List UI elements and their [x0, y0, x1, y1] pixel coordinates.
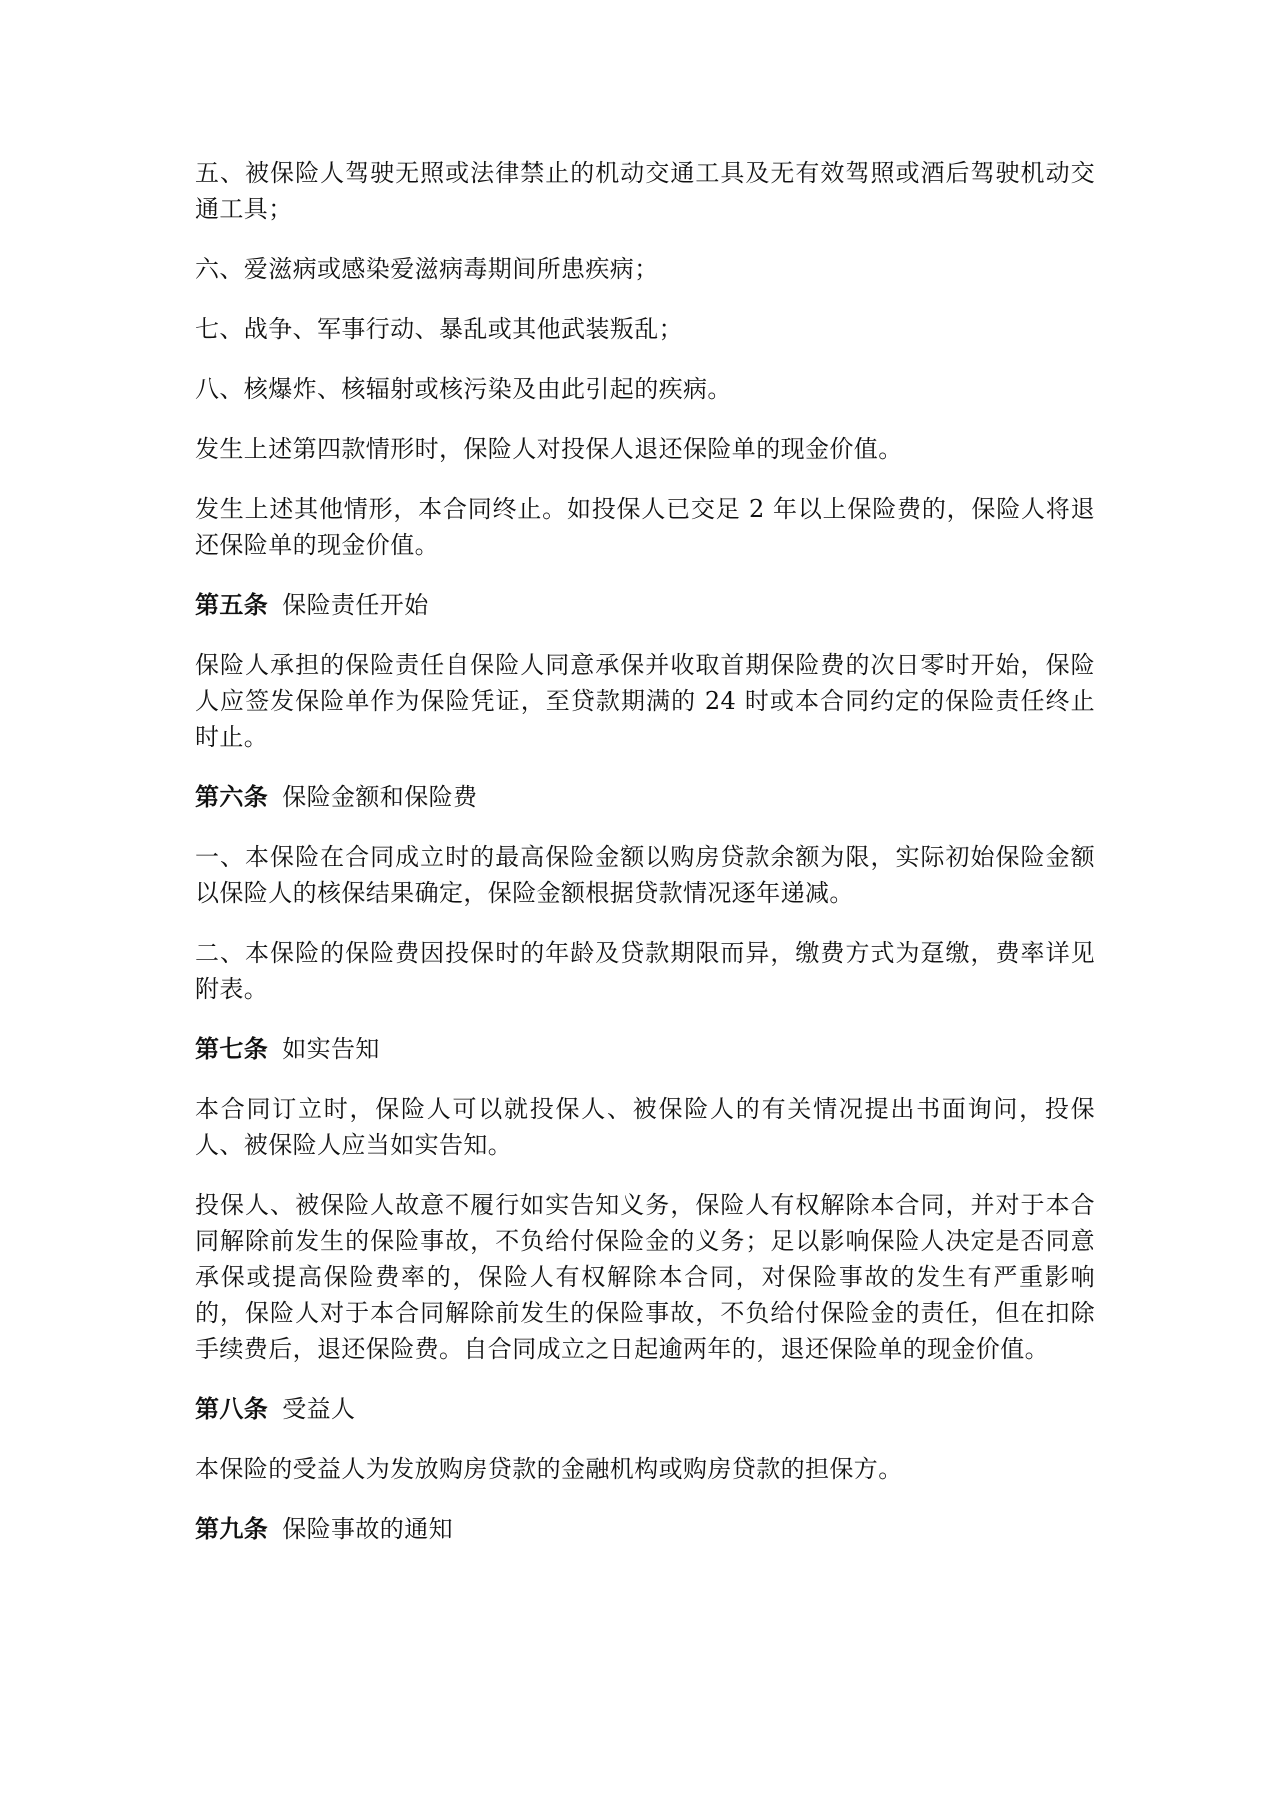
paragraph-refund-item4: 发生上述第四款情形时，保险人对投保人退还保险单的现金价值。	[195, 435, 903, 463]
article-number: 第六条	[195, 783, 269, 811]
article-title: 保险责任开始	[282, 591, 429, 619]
article-5-heading	[195, 587, 1095, 623]
article-number: 第九条	[195, 1515, 269, 1543]
clause-item-7: 七、战争、军事行动、暴乱或其他武装叛乱；	[195, 315, 683, 343]
article-7-body-2: 投保人、被保险人故意不履行如实告知义务，保险人有权解除本合同，并对于本合同解除前发生的保险事故，不负给付保险金的义务；足以影响保险人决定是否同意承保或提高保险费率的，保险人有权解除本合同，对保险事故的发生有严重影响的，保险人对于本合同解除前发生的保险事故，不负给付保险金的责任，但在扣除手续费后，退还保险费。自合同成立之日起逾两年的，退还保险单的现金价值。	[195, 1191, 1095, 1363]
article-number: 第七条	[195, 1035, 269, 1063]
article-5-body: 保险人承担的保险责任自保险人同意承保并收取首期保险费的次日零时开始，保险人应签发保险单作为保险凭证，至贷款期满的 24 时或本合同约定的保险责任终止时止。	[195, 651, 1095, 751]
article-title: 如实告知	[282, 1035, 380, 1063]
article-8-heading	[195, 1391, 1095, 1427]
article-title: 保险金额和保险费	[282, 783, 478, 811]
article-9-heading	[195, 1511, 1095, 1547]
article-7-heading	[195, 1031, 1095, 1067]
document-page	[195, 155, 1095, 1571]
clause-item-8: 八、核爆炸、核辐射或核污染及由此引起的疾病。	[195, 375, 732, 403]
article-6-heading	[195, 779, 1095, 815]
article-7-body-1: 本合同订立时，保险人可以就投保人、被保险人的有关情况提出书面询问，投保人、被保险人应当如实告知。	[195, 1095, 1095, 1159]
article-number: 第五条	[195, 591, 269, 619]
article-8-body: 本保险的受益人为发放购房贷款的金融机构或购房贷款的担保方。	[195, 1455, 903, 1483]
clause-item-5: 五、被保险人驾驶无照或法律禁止的机动交通工具及无有效驾照或酒后驾驶机动交通工具；	[195, 159, 1095, 223]
article-title: 受益人	[282, 1395, 356, 1423]
article-6-item-1: 一、本保险在合同成立时的最高保险金额以购房贷款余额为限，实际初始保险金额以保险人的核保结果确定，保险金额根据贷款情况逐年递减。	[195, 843, 1095, 907]
article-6-item-2: 二、本保险的保险费因投保时的年龄及贷款期限而异，缴费方式为趸缴，费率详见附表。	[195, 939, 1095, 1003]
clause-item-6: 六、爱滋病或感染爱滋病毒期间所患疾病；	[195, 255, 659, 283]
article-title: 保险事故的通知	[282, 1515, 454, 1543]
paragraph-termination: 发生上述其他情形，本合同终止。如投保人已交足 2 年以上保险费的，保险人将退还保险单的现金价值。	[195, 495, 1095, 559]
article-number: 第八条	[195, 1395, 269, 1423]
